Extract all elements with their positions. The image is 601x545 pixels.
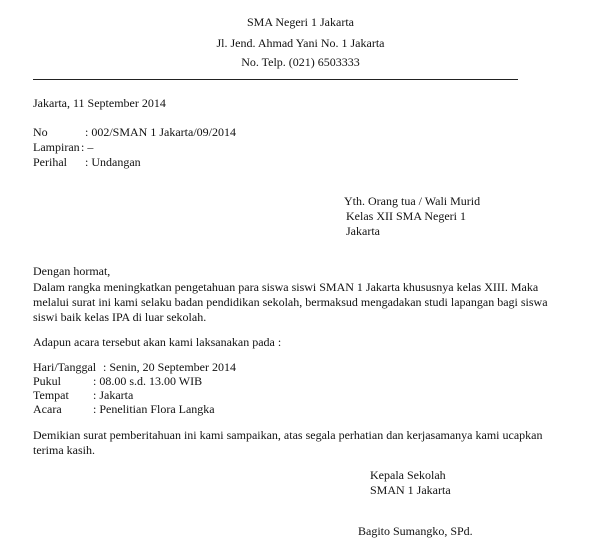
school-address: Jl. Jend. Ahmad Yani No. 1 Jakarta	[216, 36, 385, 50]
event-label: Acara	[33, 402, 62, 416]
closing-line: terima kasih.	[33, 443, 95, 457]
meta-label: No	[33, 125, 48, 139]
signatory-name: Bagito Sumangko, SPd.	[358, 524, 473, 538]
event-value: : 08.00 s.d. 13.00 WIB	[93, 374, 203, 388]
greeting: Dengan hormat,	[33, 264, 111, 278]
event-intro: Adapun acara tersebut akan kami laksanakan pada :	[33, 335, 282, 349]
letterhead-divider	[33, 79, 518, 80]
event-label: Hari/Tanggal	[33, 360, 97, 374]
recipient-line: Yth. Orang tua / Wali Murid	[344, 194, 481, 208]
recipient-line: Jakarta	[346, 224, 380, 238]
letter-date: Jakarta, 11 September 2014	[33, 96, 166, 110]
meta-value: : 002/SMAN 1 Jakarta/09/2014	[85, 125, 236, 139]
meta-value: : –	[81, 140, 94, 154]
body-line: Dalam rangka meningkatkan pengetahuan para siswa siswi SMAN 1 Jakarta khususnya kelas XIII. Maka	[33, 280, 539, 294]
signature-title: Kepala Sekolah	[370, 468, 446, 482]
meta-label: Perihal	[33, 155, 67, 169]
body-line: siswi baik kelas IPA di luar sekolah.	[33, 310, 207, 324]
body-line: melalui surat ini kami selaku badan pendidikan sekolah, bermaksud mengadakan studi lapangan bagi siswa	[33, 295, 548, 309]
event-label: Pukul	[33, 374, 62, 388]
event-label: Tempat	[33, 388, 69, 402]
event-value: : Senin, 20 September 2014	[103, 360, 236, 374]
closing-line: Demikian surat pemberitahuan ini kami sampaikan, atas segala perhatian dan kerjasamanya kami ucapkan	[33, 428, 543, 442]
recipient-line: Kelas XII SMA Negeri 1	[346, 209, 466, 223]
signature-org: SMAN 1 Jakarta	[370, 483, 451, 497]
school-name: SMA Negeri 1 Jakarta	[247, 15, 354, 29]
event-value: : Penelitian Flora Langka	[93, 402, 215, 416]
meta-label: Lampiran	[33, 140, 80, 154]
meta-value: : Undangan	[85, 155, 141, 169]
event-value: : Jakarta	[93, 388, 134, 402]
school-phone: No. Telp. (021) 6503333	[241, 55, 360, 69]
